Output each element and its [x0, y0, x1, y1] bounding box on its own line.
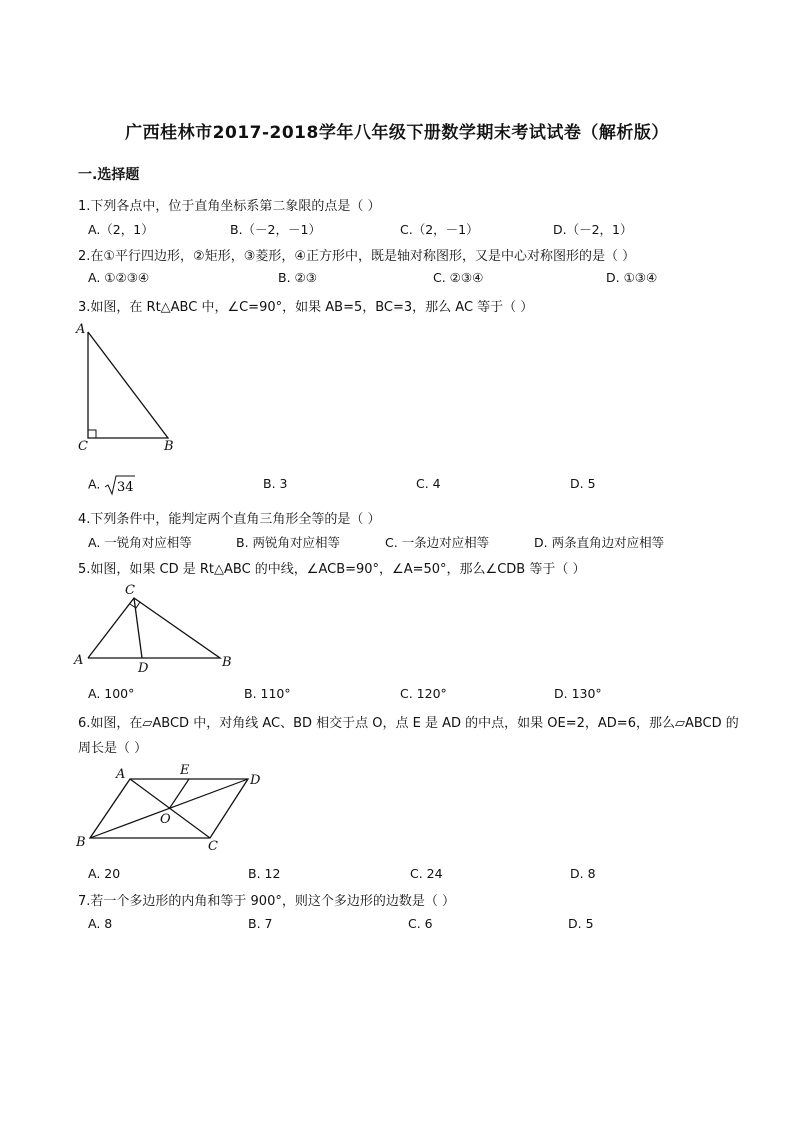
q7-option-b: B. 7	[248, 916, 273, 931]
question-6: 6.如图，在▱ABCD 中，对角线 AC、BD 相交于点 O，点 E 是 AD 的中点，如果 OE=2，AD=6，那么▱ABCD 的	[78, 716, 739, 731]
question-3: 3.如图，在 Rt△ABC 中，∠C=90°，如果 AB=5，BC=3，那么 AC 等于（ ）	[78, 300, 534, 315]
q7-option-d: D. 5	[568, 916, 594, 931]
q3-right-triangle-figure	[70, 318, 200, 458]
q2-option-c: C. ②③④	[433, 270, 484, 285]
question-4: 4.下列条件中，能判定两个直角三角形全等的是（ ）	[78, 512, 381, 527]
q1-option-b: B.（－2，－1）	[230, 222, 321, 237]
q6-option-a: A. 20	[88, 866, 121, 881]
question-1: 1.下列各点中，位于直角坐标系第二象限的点是（ ）	[78, 199, 381, 214]
label-b: B	[222, 655, 232, 670]
q6-option-c: C. 24	[410, 866, 443, 881]
q2-option-b: B. ②③	[278, 270, 317, 285]
triangle-abc-lines	[88, 598, 220, 658]
q3-option-a-label: A.	[88, 476, 101, 492]
q6-parallelogram-figure	[70, 762, 270, 854]
label-e: E	[180, 763, 190, 778]
q4-option-d: D. 两条直角边对应相等	[534, 535, 665, 550]
q5-option-a: A. 100°	[88, 686, 135, 701]
q4-option-c: C. 一条边对应相等	[385, 535, 490, 550]
q6-option-d: D. 8	[570, 866, 596, 881]
question-7: 7.若一个多边形的内角和等于 900°，则这个多边形的边数是（ ）	[78, 894, 455, 909]
page-title: 广西桂林市2017-2018学年八年级下册数学期末考试试卷（解析版）	[125, 123, 669, 143]
label-a: A	[116, 767, 126, 782]
question-5: 5.如图，如果 CD 是 Rt△ABC 的中线，∠ACB=90°，∠A=50°，那么∠CDB 等于（ ）	[78, 562, 586, 577]
q3-option-c: C. 4	[416, 476, 441, 491]
label-a: A	[74, 653, 84, 668]
label-b: B	[164, 439, 174, 454]
label-d: D	[250, 773, 261, 788]
q2-option-a: A. ①②③④	[88, 270, 150, 285]
label-c: C	[208, 839, 218, 854]
label-c: C	[125, 583, 135, 598]
label-b: B	[76, 835, 86, 850]
q7-option-a: A. 8	[88, 916, 113, 931]
q2-option-d: D. ①③④	[606, 270, 658, 285]
q4-option-b: B. 两锐角对应相等	[236, 535, 341, 550]
q4-option-a: A. 一锐角对应相等	[88, 535, 192, 550]
q3-option-b: B. 3	[263, 476, 288, 491]
q1-option-d: D.（－2，1）	[553, 222, 633, 237]
q5-option-c: C. 120°	[400, 686, 447, 701]
q6-option-b: B. 12	[248, 866, 281, 881]
label-a: A	[76, 322, 86, 337]
label-c: C	[78, 439, 88, 454]
label-o: O	[160, 812, 171, 827]
q5-triangle-median-figure	[70, 580, 240, 675]
label-d: D	[138, 661, 149, 675]
q3-option-a	[88, 474, 136, 496]
sqrt-symbol	[104, 474, 136, 496]
section-heading: 一.选择题	[78, 167, 140, 183]
right-angle-mark	[88, 430, 96, 438]
q5-option-d: D. 130°	[554, 686, 602, 701]
q7-option-c: C. 6	[408, 916, 433, 931]
triangle-abc-lines	[88, 332, 168, 438]
sqrt-radicand: 34	[117, 480, 134, 495]
q1-option-c: C.（2，－1）	[400, 222, 479, 237]
q3-option-d: D. 5	[570, 476, 596, 491]
q1-option-a: A.（2，1）	[88, 222, 154, 237]
question-2: 2.在①平行四边形，②矩形，③菱形，④正方形中，既是轴对称图形，又是中心对称图形的是（ ）	[78, 249, 636, 264]
question-6-line-2: 周长是（ ）	[78, 741, 148, 756]
q5-option-b: B. 110°	[244, 686, 291, 701]
